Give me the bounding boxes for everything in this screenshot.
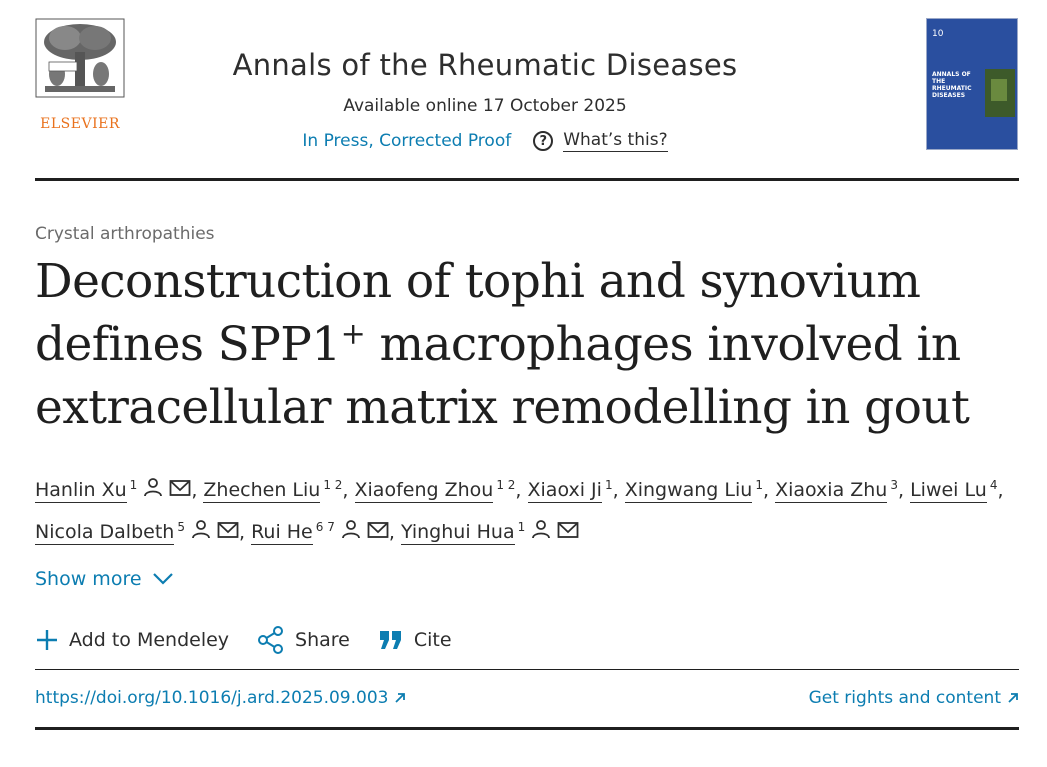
journal-cover-image[interactable] — [926, 18, 1018, 150]
author-name[interactable]: Xiaoxia Zhu — [775, 479, 888, 502]
author-affiliation: 3 — [890, 478, 898, 492]
author-affiliation: 1 — [604, 478, 613, 492]
available-online: Available online 17 October 2025 — [343, 96, 627, 116]
author-name[interactable]: Xiaofeng Zhou — [354, 479, 494, 502]
share-label: Share — [295, 629, 350, 651]
footer-divider — [35, 727, 1019, 730]
author-item[interactable] — [251, 521, 389, 543]
person-icon[interactable] — [531, 515, 551, 551]
share-icon — [257, 626, 285, 654]
doi-row — [35, 688, 1019, 708]
author-separator: , — [388, 521, 401, 544]
add-to-mendeley-button[interactable] — [35, 626, 229, 654]
author-item[interactable] — [528, 479, 613, 501]
plus-icon — [35, 628, 59, 652]
author-name[interactable]: Zhechen Liu — [203, 479, 321, 502]
author-item[interactable] — [775, 479, 898, 501]
author-affiliation: 6 7 — [315, 519, 335, 534]
external-arrow-icon — [1007, 692, 1019, 704]
journal-info — [215, 48, 755, 152]
external-arrow-icon — [394, 692, 406, 704]
journal-header — [35, 0, 1019, 180]
mendeley-label: Add to Mendeley — [69, 629, 230, 651]
show-more-button[interactable] — [35, 568, 174, 590]
elsevier-logo[interactable] — [35, 18, 125, 132]
author-separator: , — [342, 479, 355, 502]
author-item[interactable] — [910, 479, 997, 501]
question-icon: ? — [533, 131, 553, 151]
author-separator: , — [612, 479, 625, 502]
author-affiliation: 4 — [989, 478, 998, 492]
elsevier-wordmark: ELSEVIER — [40, 116, 120, 132]
journal-title[interactable]: Annals of the Rheumatic Diseases — [232, 48, 738, 82]
title-part-2: macrophages involved in extracellular matrix remodelling in gout — [35, 317, 970, 435]
author-item[interactable] — [203, 479, 342, 501]
author-affiliation: 1 — [517, 519, 526, 534]
author-list — [35, 467, 1015, 551]
author-name[interactable]: Rui He — [251, 521, 313, 544]
actions-divider — [35, 669, 1019, 670]
author-separator: , — [898, 479, 911, 502]
author-item[interactable] — [625, 479, 763, 501]
show-more-label: Show more — [35, 568, 142, 590]
author-name[interactable]: Xingwang Liu — [624, 479, 753, 502]
status-row — [215, 130, 755, 152]
cite-button[interactable] — [378, 626, 452, 654]
chevron-down-icon — [152, 572, 174, 586]
title-superscript: + — [340, 316, 366, 352]
article-title — [35, 250, 995, 439]
person-icon[interactable] — [143, 473, 163, 509]
author-item[interactable] — [35, 521, 239, 543]
cover-photo-detail — [991, 79, 1007, 101]
doi-text: https://doi.org/10.1016/j.ard.2025.09.003 — [35, 688, 389, 708]
cover-title: ANNALS OF THE RHEUMATIC DISEASES — [932, 71, 972, 99]
whats-this-label: What’s this? — [563, 130, 668, 150]
author-affiliation: 1 2 — [323, 478, 343, 492]
in-press-link[interactable]: In Press, Corrected Proof — [302, 131, 512, 151]
author-affiliation: 1 — [129, 478, 138, 492]
email-icon[interactable] — [557, 515, 579, 551]
email-icon[interactable] — [367, 515, 389, 551]
doi-link[interactable] — [35, 688, 406, 708]
author-item[interactable] — [401, 521, 579, 543]
author-name[interactable]: Liwei Lu — [910, 479, 987, 502]
get-rights-link[interactable] — [809, 688, 1019, 708]
author-separator: , — [762, 479, 776, 502]
elsevier-tree-icon — [35, 18, 125, 98]
author-separator: , — [238, 521, 252, 544]
header-divider — [35, 178, 1019, 181]
author-item[interactable] — [35, 479, 191, 501]
email-icon[interactable] — [217, 515, 239, 551]
author-affiliation: 1 2 — [496, 478, 516, 492]
whats-this-button[interactable] — [533, 130, 667, 152]
article-actions — [35, 626, 452, 654]
quote-icon — [378, 629, 404, 651]
person-icon[interactable] — [341, 515, 361, 551]
author-name[interactable]: Xiaoxi Ji — [527, 479, 602, 502]
person-icon[interactable] — [191, 515, 211, 551]
author-separator: , — [997, 479, 1004, 502]
author-separator: , — [515, 479, 528, 502]
cite-label: Cite — [413, 629, 452, 651]
author-affiliation: 5 — [177, 519, 185, 534]
author-name[interactable]: Nicola Dalbeth — [35, 521, 175, 544]
article-category: Crystal arthropathies — [35, 224, 215, 244]
author-name[interactable]: Hanlin Xu — [35, 479, 127, 502]
cover-issue: 10 — [932, 29, 944, 39]
author-affiliation: 1 — [755, 478, 763, 492]
share-button[interactable] — [257, 626, 350, 654]
email-icon[interactable] — [169, 473, 191, 509]
author-item[interactable] — [355, 479, 516, 501]
rights-text: Get rights and content — [808, 688, 1001, 708]
title-part-1: Deconstruction of tophi and synovium defines SPP1 — [35, 254, 921, 372]
author-separator: , — [191, 479, 204, 502]
author-name[interactable]: Yinghui Hua — [400, 521, 515, 544]
